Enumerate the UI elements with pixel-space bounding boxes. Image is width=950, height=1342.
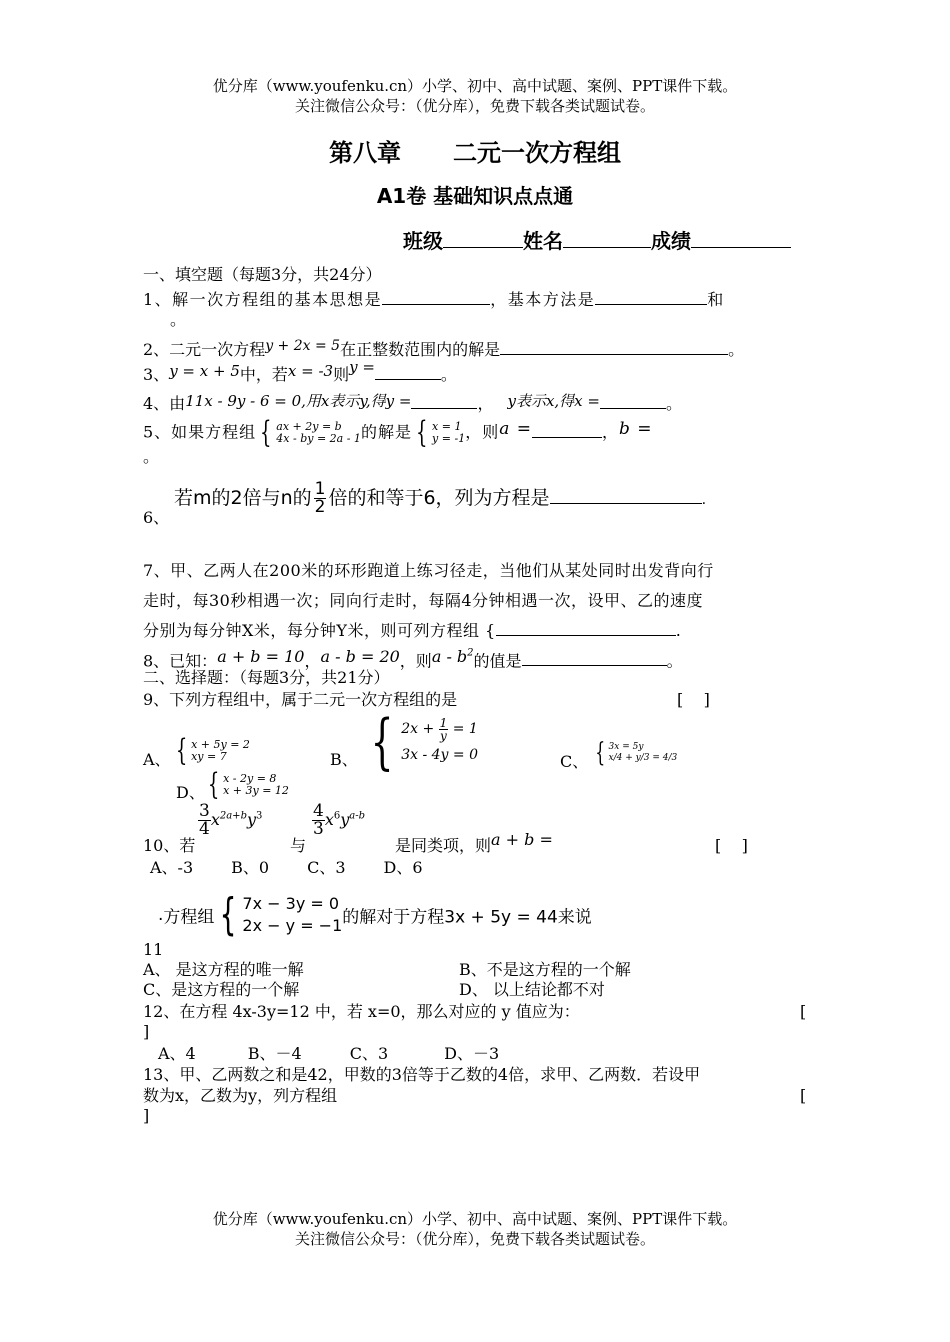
q10-with: 与 (290, 836, 307, 855)
q9-b-row2: 3x - 4y = 0 (401, 747, 478, 763)
q10-equation: a + b = (491, 830, 553, 849)
q10-t1-yexp: 3 (256, 810, 263, 822)
question-5 (143, 415, 653, 450)
q3-eq2: x = -3 (287, 362, 334, 380)
q12-option-d[interactable]: D、－3 (444, 1044, 500, 1063)
chapter-title (0, 133, 950, 168)
q4-end: 。 (665, 394, 682, 413)
q3-end: 。 (440, 365, 457, 384)
q6-image-text: 若m的2倍与n的 $\frac{1}{2}$ 倍的和等于6，列为方程是 . (174, 479, 707, 517)
q10-option-a[interactable]: A、-3 (150, 858, 194, 877)
q10-t2-yexp: a-b (349, 810, 366, 822)
q5-sys1-row2: 4x - by = 2a - 1 (276, 432, 361, 445)
q1-text: 1、解一次方程组的基本思想是 (143, 290, 383, 309)
q8-eq3: a - b (431, 647, 468, 667)
footer-line-2: 关注微信公众号：（优分库），免费下载各类试题试卷。 (294, 1230, 655, 1248)
q9-c-brace: { (595, 738, 606, 768)
q7-line-3-wrap: 分别为每分钟X米，每分钟Y米，则可列方程组 { . (143, 621, 682, 640)
q8-end: 。 (666, 651, 683, 671)
q10-prefix: 10、若 (143, 836, 196, 855)
q5-sys2-row2: y = -1 (432, 432, 466, 445)
q11-text-2: 的解对于方程3x + 5y = 44来说 (342, 907, 592, 928)
q5-dot: 。 (143, 447, 160, 466)
q12-options (158, 1044, 499, 1064)
q2-prefix: 2、二元一次方程 (143, 340, 266, 359)
question-2 (143, 338, 744, 361)
q6-number: 6、 (143, 508, 170, 527)
q5-comma: ， (602, 422, 620, 442)
class-blank[interactable] (443, 227, 523, 248)
q8-mid: ，则 (399, 651, 432, 671)
q7-line-1: 7、甲、乙两人在200米的环形跑道上练习径走，当他们从某处同时出发背向行 (143, 561, 714, 580)
q3-prefix: 3、 (143, 365, 170, 384)
q4-equation: 11x - 9y - 6 = 0,用x表示y,得y = (185, 392, 412, 410)
subtitle: A1卷 基础知识点点通 (376, 184, 574, 208)
section2-heading: 二、选择题：（每题3分，共21分） (143, 668, 390, 687)
q9-d-system (223, 773, 289, 797)
q12-option-b[interactable]: B、－4 (247, 1044, 302, 1063)
q10-t1-y: y (246, 810, 257, 829)
q9-option-b[interactable] (363, 707, 478, 777)
q1-dot: 。 (170, 310, 187, 329)
q3-blank[interactable] (375, 363, 441, 380)
q10-term-2 (312, 803, 365, 838)
q9-option-c[interactable] (592, 738, 677, 768)
q9-b-brace: { (370, 707, 394, 777)
q1-end: 和 (707, 290, 725, 309)
q5-sys1-row1: ax + 2y = b (276, 420, 342, 433)
q12-bracket-close[interactable]: ] (143, 1022, 150, 1041)
question-12: 12、在方程 4x-3y=12 中，若 x=0，那么对应的 y 值应为： (143, 1002, 580, 1021)
q1-blank-2[interactable] (595, 288, 707, 305)
q5-brace-1: { (260, 415, 273, 450)
q2-equation: y + 2x = 5 (265, 338, 341, 354)
q9-c-row1: 3x = 5y (608, 742, 644, 752)
q7-blank[interactable] (496, 619, 676, 636)
q13-bracket-close[interactable]: ] (143, 1106, 150, 1125)
q9-answer-bracket[interactable]: [ ] (677, 690, 710, 709)
q2-suffix: 在正整数范围内的解是 (340, 340, 501, 359)
q6-fraction (314, 481, 327, 516)
header-line-1: 优分库（www.youfenku.cn）小学、初中、高中试题、案例、PPT课件下载。 (212, 77, 738, 95)
q9-option-b-label: B、 (330, 750, 358, 769)
q3-eq3: y = (349, 358, 375, 376)
q4-equation-2: y表示x,得x = (507, 392, 600, 410)
q9-b-row1-a: 2x + (401, 721, 435, 737)
q12-option-a[interactable]: A、4 (158, 1044, 196, 1063)
q9-d-row2: x + 3y = 12 (223, 784, 289, 797)
q5-system-2 (432, 421, 465, 445)
q13-line-1: 13、甲、乙两数之和是42，甲数的3倍等于乙数的4倍，求甲、乙两数．若设甲 (143, 1065, 701, 1084)
q9-c-row2: x/4 + y/3 = 4/3 (608, 753, 678, 763)
q5-sys2-row1: x = 1 (432, 420, 462, 433)
q9-a-row1: x + 5y = 2 (191, 738, 250, 751)
q6-frac-den: 2 (314, 497, 326, 517)
name-blank[interactable] (563, 227, 651, 248)
q7-line-3: 分别为每分钟X米，每分钟Y米，则可列方程组 { (143, 621, 496, 640)
q8-comma: ， (304, 651, 321, 671)
q10-t1-x: x (210, 810, 220, 829)
q12-option-c[interactable]: C、3 (349, 1044, 389, 1063)
question-7 (143, 556, 714, 646)
q11-image-text: .方程组 { 7x − 3y = 0 2x − y = −1的解对于方程3x + 5y = 44来说 (158, 889, 592, 940)
q13-bracket-open[interactable]: [ (800, 1086, 807, 1105)
q8-prefix: 8、已知： (143, 651, 218, 671)
q10-suffix: 是同类项，则 (395, 836, 492, 855)
q5-a-eq: a = (499, 418, 532, 439)
q11-number: 11 (143, 940, 164, 959)
q6-blank[interactable] (550, 481, 702, 504)
q9-a-system (191, 739, 250, 763)
q10-t2-den: 3 (313, 819, 324, 839)
q10-options (150, 858, 423, 878)
q11-sys-row2: 2x − y = −1 (242, 916, 343, 935)
q9-c-system (609, 742, 678, 764)
q9-d-row1: x - 2y = 8 (223, 772, 277, 785)
q2-end: 。 (728, 340, 745, 359)
q11-option-c[interactable]: C、是这方程的一个解 (143, 980, 300, 999)
q8-blank[interactable] (522, 649, 667, 666)
q3-then: 则 (333, 365, 350, 384)
question-4 (143, 392, 682, 414)
student-info (403, 225, 791, 254)
q8-suffix: 的值是 (473, 651, 522, 671)
q4-mid: ， (477, 394, 494, 413)
q9-b-frac-den: y (440, 728, 447, 743)
q10-option-c[interactable]: C、3 (307, 858, 346, 877)
q6-text-2: 倍的和等于6，列为方程是 (328, 487, 550, 509)
chapter-number: 第八章 (329, 139, 401, 167)
q10-t2-y: y (340, 810, 350, 829)
q5-then: ，则 (465, 422, 500, 442)
q5-b-eq: b = (619, 418, 653, 439)
q1-blank-1[interactable] (382, 288, 490, 305)
q4-blank-2[interactable] (600, 392, 666, 409)
q9-d-brace: { (207, 767, 220, 802)
q11-sys-row1: 7x − 3y = 0 (242, 894, 340, 913)
q12-bracket-open[interactable]: [ (800, 1002, 807, 1021)
q10-term-1 (198, 803, 262, 838)
q2-blank[interactable] (500, 338, 728, 355)
q5-mid: 的解是 (360, 422, 412, 442)
chapter-name: 二元一次方程组 (453, 139, 621, 167)
q6-text-1: 若m的2倍与n的 (174, 487, 312, 509)
q10-option-b[interactable]: B、0 (231, 858, 270, 877)
q5-blank-a[interactable] (532, 421, 602, 438)
q11-option-d[interactable]: D、 以上结论都不对 (459, 980, 605, 999)
q10-t1-den: 4 (199, 819, 210, 839)
q9-a-row2: xy = 7 (191, 750, 227, 763)
q6-frac-num: 1 (314, 479, 326, 499)
q5-brace-2: { (415, 415, 429, 450)
question-1 (143, 288, 725, 310)
q10-t1-xexp: 2a+b (219, 810, 247, 822)
q9-option-a[interactable] (172, 733, 250, 768)
q9-option-d[interactable] (204, 767, 289, 802)
q9-option-d-label: D、 (176, 783, 205, 802)
q3-eq1: y = x + 5 (169, 362, 240, 380)
q9-b-system (401, 716, 478, 768)
section1-heading: 一、填空题（每题3分，共24分） (143, 265, 382, 284)
header-line-2: 关注微信公众号：（优分库），免费下载各类试题试卷。 (294, 97, 655, 115)
q4-prefix: 4、由 (143, 394, 186, 413)
q10-t1-num: 3 (199, 801, 210, 821)
name-label: 姓名 (523, 229, 563, 253)
q10-t2-x: x (324, 810, 334, 829)
q9-option-a-label: A、 (143, 750, 171, 769)
q1-mid: ，基本方法是 (490, 290, 596, 309)
question-3 (143, 358, 457, 385)
q8-eq1: a + b = 10 (217, 647, 305, 667)
score-label: 成绩 (651, 229, 691, 253)
q11-option-b[interactable]: B、不是这方程的一个解 (459, 960, 631, 979)
q10-t2-xexp: 6 (333, 810, 341, 822)
q11-system (242, 893, 342, 937)
q9-a-brace: { (175, 733, 188, 768)
q11-brace: { (220, 889, 237, 940)
q10-answer-bracket[interactable]: [ ] (715, 836, 748, 855)
q10-option-d[interactable]: D、6 (383, 858, 423, 877)
q5-system-1 (276, 421, 361, 445)
q8-exponent: 2 (467, 648, 474, 659)
q8-eq2: a - b = 20 (320, 647, 400, 667)
q5-prefix: 5、如果方程组 (143, 422, 257, 442)
question-9: 9、下列方程组中，属于二元一次方程组的是 (143, 690, 458, 709)
q10-suffix-wrap (395, 830, 553, 856)
q13-line-2: 数为x，乙数为y，列方程组 (143, 1086, 338, 1105)
q9-b-row1-b: = 1 (452, 721, 478, 737)
q9-b-frac-num: 1 (439, 715, 448, 730)
footer-line-1: 优分库（www.youfenku.cn）小学、初中、高中试题、案例、PPT课件下载。 (212, 1210, 738, 1228)
q9-b-row1 (401, 715, 478, 743)
q7-line-2: 走时，每30秒相遇一次；同向行走时，每隔4分钟相遇一次，设甲、乙的速度 (143, 591, 704, 610)
q10-t2-num: 4 (313, 801, 324, 821)
q9-option-c-label: C、 (560, 752, 589, 771)
q11-text-1: 方程组 (163, 907, 215, 928)
q3-mid: 中，若 (239, 365, 288, 384)
score-blank[interactable] (691, 227, 791, 248)
q4-blank-1[interactable] (411, 392, 477, 409)
q11-option-a[interactable]: A、 是这方程的唯一解 (143, 960, 304, 979)
class-label: 班级 (403, 229, 443, 253)
